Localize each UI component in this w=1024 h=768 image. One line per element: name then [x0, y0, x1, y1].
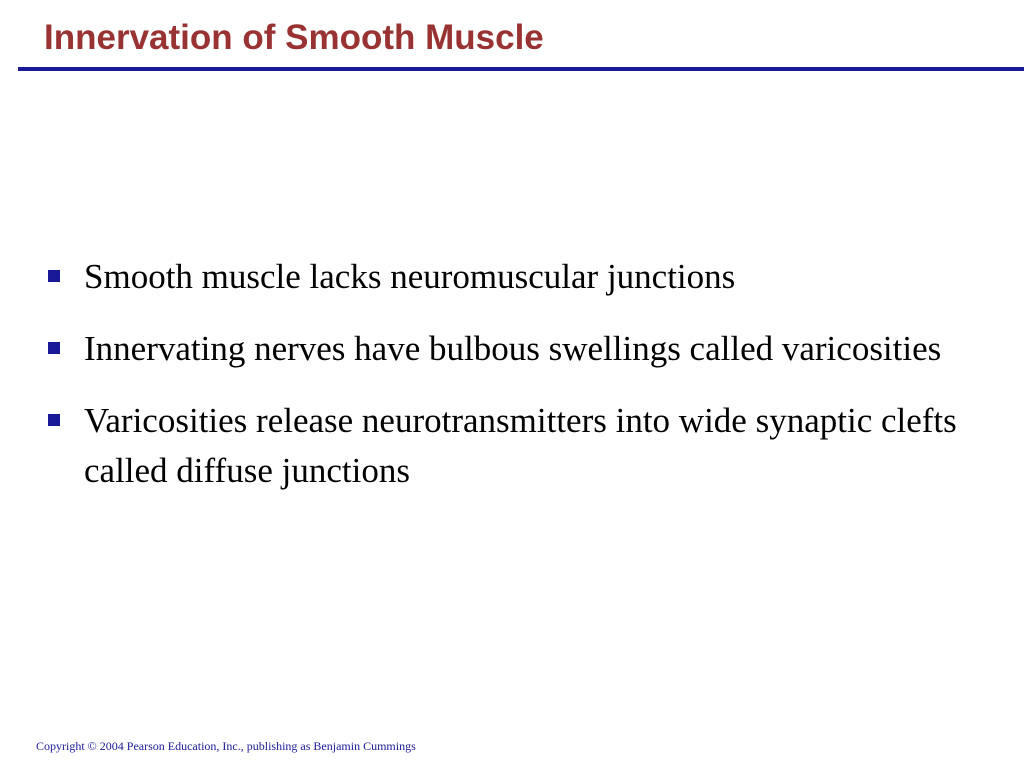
bullet-text: Innervating nerves have bulbous swellings called varicosities [84, 329, 942, 368]
title-underline-divider [18, 67, 1024, 71]
bullet-item [44, 324, 1004, 374]
bullet-list [44, 252, 1004, 518]
slide-title: Innervation of Smooth Muscle [44, 18, 544, 57]
copyright-footer: Copyright © 2004 Pearson Education, Inc., publishing as Benjamin Cummings [36, 739, 416, 753]
square-bullet-icon [48, 270, 60, 282]
bullet-item [44, 396, 1004, 496]
square-bullet-icon [48, 342, 60, 354]
bullet-text: Smooth muscle lacks neuromuscular junctions [84, 257, 736, 296]
bullet-text: Varicosities release neurotransmitters into wide synaptic clefts called diffuse junctions [84, 401, 957, 490]
bullet-item [44, 252, 1004, 302]
square-bullet-icon [48, 414, 60, 426]
